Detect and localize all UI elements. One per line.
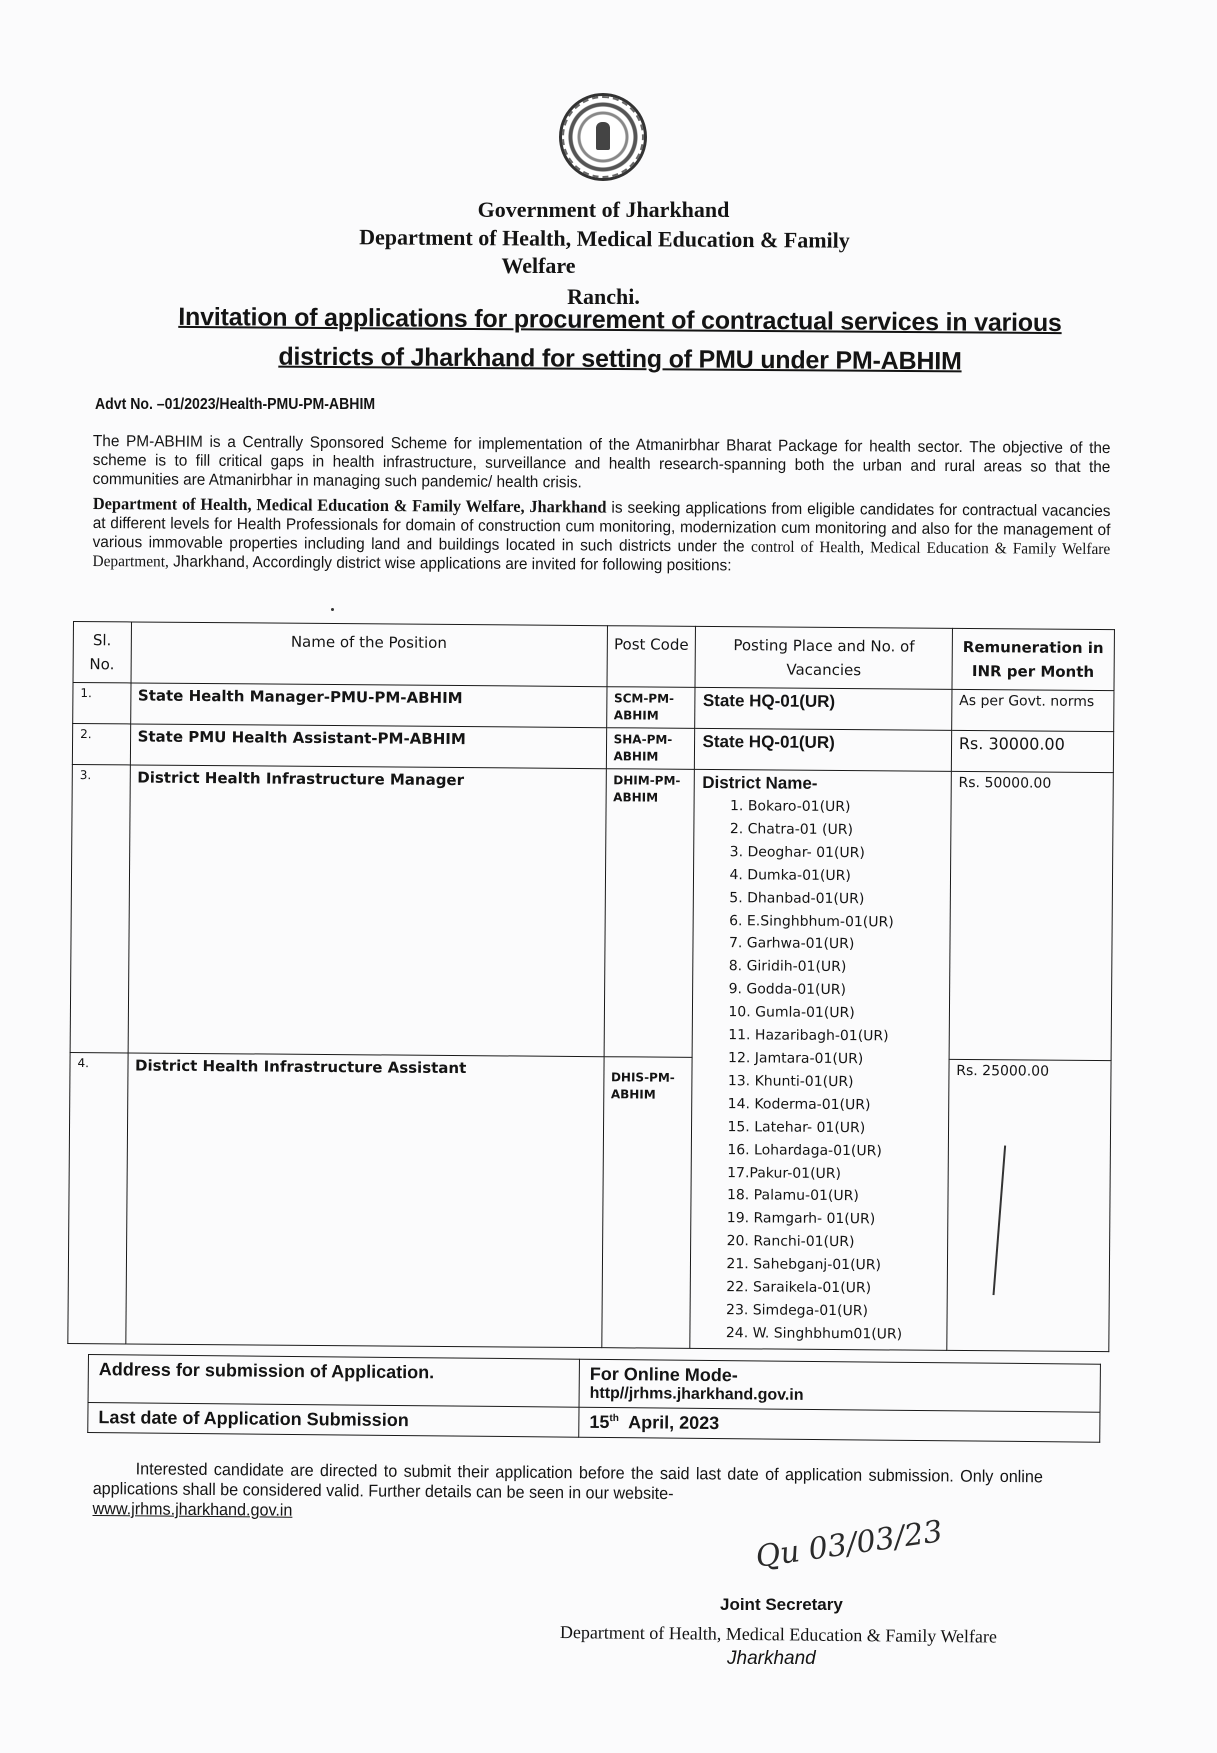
row-sl: 4.: [68, 1053, 128, 1344]
district-list: [726, 795, 944, 1346]
list-item: 8. Giridih-01(UR): [728, 958, 847, 976]
row-posting-place: State HQ-01(UR): [695, 728, 952, 771]
row-position-name: District Health Infrastructure Manager: [128, 765, 606, 1057]
row-post-code: DHIS-PM-ABHIM: [601, 1057, 692, 1348]
intro-paragraph-2-end: Jharkhand, Accordingly district wise applications are invited for following positions:: [168, 553, 732, 575]
table-row: [68, 1053, 1111, 1352]
signatory-department: Department of Health, Medical Education & Family Welfare: [559, 1622, 998, 1647]
list-item: 15. Latehar- 01(UR): [727, 1118, 866, 1136]
table-header-row: [73, 622, 1114, 691]
department-name: Department of Health, Medical Education & Family Welfare, Jharkhand: [92, 494, 607, 517]
list-item: 9. Godda-01(UR): [728, 981, 847, 999]
row-position-name: State PMU Health Assistant-PM-ABHIM: [130, 724, 606, 769]
list-item: 1. Bokaro-01(UR): [729, 798, 851, 816]
row-sl: 1.: [73, 683, 131, 724]
list-item: 20. Ranchi-01(UR): [726, 1233, 855, 1251]
submission-table: [87, 1354, 1101, 1443]
signatory-role: Joint Secretary: [720, 1595, 843, 1614]
row-remuneration: Rs. 30000.00: [951, 730, 1114, 772]
list-item: 10. Gumla-01(UR): [728, 1004, 855, 1022]
handwritten-mark: [992, 1146, 1005, 1296]
row-post-code: DHIM-PM-ABHIM: [604, 769, 695, 1058]
list-item: 24. W. Singhbhum01(UR): [725, 1324, 903, 1343]
header-department: Department of Health, Medical Education & Family: [359, 224, 850, 253]
government-emblem-icon: [559, 93, 647, 181]
list-item: 17.Pakur-01(UR): [727, 1164, 842, 1182]
address-value: [579, 1359, 1100, 1412]
list-item: 14. Koderma-01(UR): [727, 1095, 871, 1114]
row-position-name: State Health Manager-PMU-PM-ABHIM: [130, 683, 606, 728]
row-post-code: SCM-PM-ABHIM: [606, 687, 695, 729]
list-item: 11. Hazaribagh-01(UR): [728, 1027, 889, 1045]
header-position-name: Name of the Position: [131, 622, 607, 687]
row-remuneration: As per Govt. norms: [951, 689, 1114, 731]
signature-scribble: Qu 03/03/23: [753, 1514, 945, 1575]
online-mode-label: For Online Mode-: [589, 1363, 738, 1386]
list-item: 18. Palamu-01(UR): [726, 1187, 859, 1205]
list-item: 22. Saraikela-01(UR): [726, 1279, 872, 1297]
intro-paragraph-2-serif: control of Health, Medical Education & Family Welfare Department,: [92, 538, 1111, 571]
row-post-code: SHA-PM-ABHIM: [606, 728, 695, 770]
intro-paragraph-1: The PM-ABHIM is a Centrally Sponsored Scheme for implementation of the Atmanirbhar Bharat Package for health sector. The objective of the scheme is to fill critical gaps in health infrastructure, surveillance and health research-spanning both the urban and rural areas so that the communities are Atmanirbhar in managing such pandemic/ health crisis.: [92, 432, 1111, 492]
page-title-line1: Invitation of applications for procurement of contractual services in various: [178, 302, 1062, 338]
list-item: 23. Simdega-01(UR): [726, 1302, 869, 1320]
last-date-day: 15: [589, 1411, 610, 1433]
intro-paragraph-2-text: is seeking applications from eligible candidates for contractual vacancies at different levels for Health Professionals for domain of construction cum monitoring, modernization cum monitoring and also for the management of various immovable properties including land and buildings located in such districts under the: [92, 499, 1111, 556]
page-title-line2: districts of Jharkhand for setting of PMU under PM-ABHIM: [278, 342, 962, 376]
district-posting-cell: [690, 769, 951, 1350]
header-posting-place: Posting Place and No. of Vacancies: [695, 626, 952, 689]
footer-text: Interested candidate are directed to submit their application before the said last date of application submission. Only online applications shall be considered valid. Further details can be seen in our website-: [92, 1459, 1043, 1504]
table-row: [70, 764, 1113, 1061]
list-item: 13. Khunti-01(UR): [727, 1073, 854, 1091]
footer-paragraph: [92, 1459, 1042, 1527]
list-item: 3. Deoghar- 01(UR): [729, 843, 865, 862]
last-date-label: Last date of Application Submission: [88, 1403, 579, 1438]
signatory-state: Jharkhand: [727, 1648, 816, 1669]
header-remuneration: Remuneration in INR per Month: [952, 628, 1115, 690]
list-item: 19. Ramgarh- 01(UR): [726, 1210, 876, 1228]
advertisement-number: Advt No. –01/2023/Health-PMU-PM-ABHIM: [95, 396, 376, 413]
positions-table: [67, 621, 1115, 1352]
list-item: 6. E.Singhbhum-01(UR): [729, 912, 894, 930]
row-remuneration-cell: [947, 1060, 1111, 1352]
header-city: Ranchi.: [567, 284, 640, 309]
list-item: 5. Dhanbad-01(UR): [729, 889, 865, 907]
header-post-code: Post Code: [607, 626, 696, 688]
list-item: 16. Lohardaga-01(UR): [727, 1141, 882, 1159]
lion-capital-icon: [596, 122, 610, 150]
list-item: 2. Chatra-01 (UR): [729, 821, 854, 839]
address-label: Address for submission of Application.: [88, 1355, 579, 1408]
website-link[interactable]: www.jrhms.jharkhand.gov.in: [92, 1498, 293, 1520]
list-item: 7. Garhwa-01(UR): [728, 935, 855, 953]
last-date-suffix: th: [609, 1413, 619, 1425]
row-sl: 2.: [72, 724, 130, 765]
header-sl-no: Sl. No.: [73, 622, 131, 683]
last-date-value: [579, 1407, 1100, 1442]
row-posting-place: State HQ-01(UR): [695, 687, 952, 730]
row-remuneration: Rs. 50000.00: [949, 771, 1113, 1061]
row-sl: 3.: [70, 764, 130, 1053]
header-government: Government of Jharkhand: [477, 197, 730, 222]
list-item: 4. Dumka-01(UR): [729, 866, 851, 884]
online-mode-url[interactable]: http//jrhms.jharkhand.gov.in: [589, 1384, 804, 1404]
district-heading: District Name-: [702, 772, 818, 793]
list-item: 21. Sahebganj-01(UR): [726, 1256, 882, 1274]
list-item: 12. Jamtara-01(UR): [728, 1050, 864, 1068]
last-date-month-year: April, 2023: [618, 1412, 720, 1434]
row-position-name: District Health Infrastructure Assistant: [125, 1053, 603, 1347]
stray-dot: [331, 608, 334, 611]
intro-paragraph-2: [92, 494, 1110, 578]
header-welfare: Welfare: [501, 253, 576, 278]
row-remuneration: Rs. 25000.00: [956, 1063, 1050, 1081]
